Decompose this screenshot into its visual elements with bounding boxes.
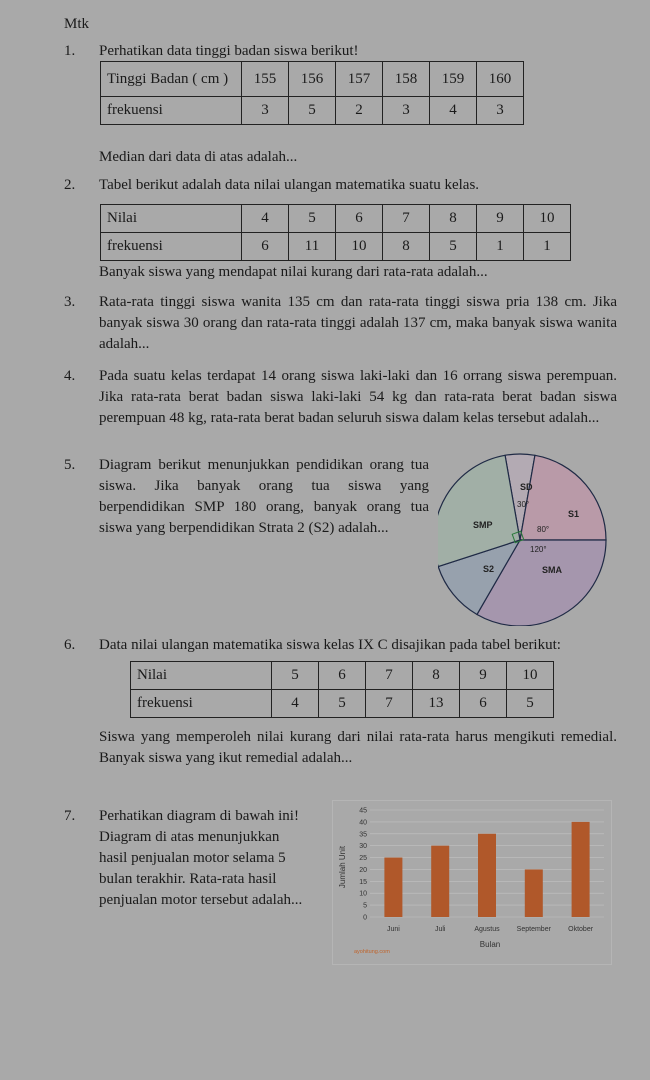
pie-angle-s1: 80° (537, 525, 550, 534)
pie-angle-sd: 30° (517, 500, 530, 509)
pie-label-sd: SD (520, 482, 533, 492)
q2-freq: 6 (242, 233, 289, 261)
q6-value: 6 (319, 662, 366, 690)
y-tick-label: 35 (359, 831, 367, 839)
q1-question: Median dari data di atas adalah... (99, 149, 298, 165)
x-tick-label: Oktober (568, 926, 594, 933)
table-row (101, 97, 524, 125)
q7-line3: hasil penjualan motor selama 5 (99, 850, 286, 866)
q1-value: 155 (242, 62, 289, 97)
pie-slice-s1 (520, 455, 606, 540)
y-tick-label: 20 (359, 866, 367, 874)
x-tick-label: Agustus (474, 926, 500, 933)
watermark: ayohitung.com (354, 949, 390, 955)
x-tick-label: Juli (434, 926, 446, 933)
q1-freq: 3 (477, 97, 524, 125)
q1-value: 159 (430, 62, 477, 97)
bar-oktober (572, 822, 590, 917)
q6-value: 5 (272, 662, 319, 690)
pie-label-s2: S2 (483, 564, 495, 574)
q1-number: 1. (64, 43, 76, 59)
y-tick-label: 30 (359, 843, 367, 851)
y-tick-label: 40 (359, 819, 367, 827)
q2-freq: 8 (383, 233, 430, 261)
q2-value: 10 (524, 205, 571, 233)
table-row (101, 233, 571, 261)
q6-table (130, 661, 554, 718)
q6-number: 6. (64, 637, 76, 653)
y-tick-label: 10 (359, 890, 367, 898)
pie-label-s1: S1 (568, 509, 580, 519)
q3-number: 3. (64, 294, 76, 310)
q1-freq: 5 (289, 97, 336, 125)
bar-juli (431, 846, 449, 917)
education-pie-chart (438, 450, 618, 626)
q2-value: 6 (336, 205, 383, 233)
q6-value: 7 (366, 662, 413, 690)
y-tick-label: 0 (363, 914, 367, 922)
q2-value: 8 (430, 205, 477, 233)
table-row (101, 62, 524, 97)
q4-text: Pada suatu kelas terdapat 14 orang siswa laki-laki dan 16 orrang siswa perempuan. Jika rata-rata berat badan siswa laki-laki 54 kg dan rata-rata berat badan siswa perempuan 48 kg, rata-rata berat badan seluruh siswa dalam kelas tersebut adalah... (99, 368, 617, 426)
bar-agustus (478, 834, 496, 917)
y-tick-label: 15 (359, 878, 367, 886)
pie-label-smp: SMP (473, 520, 493, 530)
q6-text: Data nilai ulangan matematika siswa kelas IX C disajikan pada tabel berikut: (99, 637, 561, 653)
q2-value: 4 (242, 205, 289, 233)
q1-table (100, 61, 524, 125)
q2-freq: 5 (430, 233, 477, 261)
q7-line4: bulan terakhir. Rata-rata hasil (99, 871, 277, 887)
q2-freq: 11 (289, 233, 336, 261)
q5-number: 5. (64, 457, 76, 473)
q2-freq: 1 (524, 233, 571, 261)
q6-freq: 4 (272, 690, 319, 718)
q1-value: 157 (336, 62, 383, 97)
table-row (131, 690, 554, 718)
y-tick-label: 5 (363, 902, 367, 910)
q6-question: Siswa yang memperoleh nilai kurang dari nilai rata-rata harus mengikuti remedial. Banyak siswa yang ikut remedial adalah... (99, 729, 617, 766)
q2-value: 7 (383, 205, 430, 233)
q6-freq: 5 (507, 690, 554, 718)
q2-number: 2. (64, 177, 76, 193)
q6-value: 9 (460, 662, 507, 690)
q1-freq: 4 (430, 97, 477, 125)
pie-angle-sma: 120° (530, 545, 547, 554)
q7-line2: Diagram di atas menunjukkan (99, 829, 280, 845)
q2-text: Tabel berikut adalah data nilai ulangan matematika suatu kelas. (99, 177, 480, 193)
q7-number: 7. (64, 808, 76, 824)
q1-row2-label: frekuensi (101, 97, 242, 125)
q2-value: 9 (477, 205, 524, 233)
q1-text: Perhatikan data tinggi badan siswa berikut! (99, 43, 359, 59)
q4-number: 4. (64, 368, 76, 384)
q2-table (100, 204, 571, 261)
q1-row1-label: Tinggi Badan ( cm ) (101, 62, 242, 97)
q7-line5: penjualan motor tersebut adalah... (99, 892, 303, 908)
chart-frame (333, 801, 612, 965)
y-axis-label: Jumlah Unit (338, 845, 347, 889)
q1-freq: 2 (336, 97, 383, 125)
q7-line1: Perhatikan diagram di bawah ini! (99, 808, 299, 824)
y-tick-label: 45 (359, 807, 367, 815)
q1-value: 156 (289, 62, 336, 97)
x-axis-label: Bulan (479, 940, 501, 949)
q2-value: 5 (289, 205, 336, 233)
table-row (101, 205, 571, 233)
x-tick-label: September (516, 926, 551, 933)
bar-juni (384, 858, 402, 917)
q6-row2-label: frekuensi (131, 690, 272, 718)
q2-question: Banyak siswa yang mendapat nilai kurang dari rata-rata adalah... (99, 264, 488, 280)
q2-row2-label: frekuensi (101, 233, 242, 261)
x-tick-label: Juni (386, 926, 400, 933)
q6-freq: 13 (413, 690, 460, 718)
q6-value: 10 (507, 662, 554, 690)
q3-text: Rata-rata tinggi siswa wanita 135 cm dan rata-rata tinggi siswa pria 138 cm. Jika banyak siswa 30 orang dan rata-rata tinggi adalah 137 cm, maka banyak siswa wanita adalah... (99, 294, 617, 352)
q1-value: 158 (383, 62, 430, 97)
y-tick-label: 25 (359, 855, 367, 863)
pie-label-sma: SMA (542, 565, 562, 575)
q6-value: 8 (413, 662, 460, 690)
q1-freq: 3 (242, 97, 289, 125)
sales-bar-chart (332, 800, 612, 965)
q6-freq: 5 (319, 690, 366, 718)
q5-text: Diagram berikut menunjukkan pendidikan orang tua siswa. Jika banyak orang tua siswa yang berpendidikan SMP 180 orang, banyak orang tua siswa yang berpendidikan Strata 2 (S2) adalah... (99, 457, 429, 536)
q6-freq: 7 (366, 690, 413, 718)
q2-freq: 10 (336, 233, 383, 261)
q1-freq: 3 (383, 97, 430, 125)
q2-freq: 1 (477, 233, 524, 261)
q6-row1-label: Nilai (131, 662, 272, 690)
q6-freq: 6 (460, 690, 507, 718)
bar-september (525, 869, 543, 917)
q1-value: 160 (477, 62, 524, 97)
q2-row1-label: Nilai (101, 205, 242, 233)
page-title: Mtk (64, 16, 90, 32)
table-row (131, 662, 554, 690)
